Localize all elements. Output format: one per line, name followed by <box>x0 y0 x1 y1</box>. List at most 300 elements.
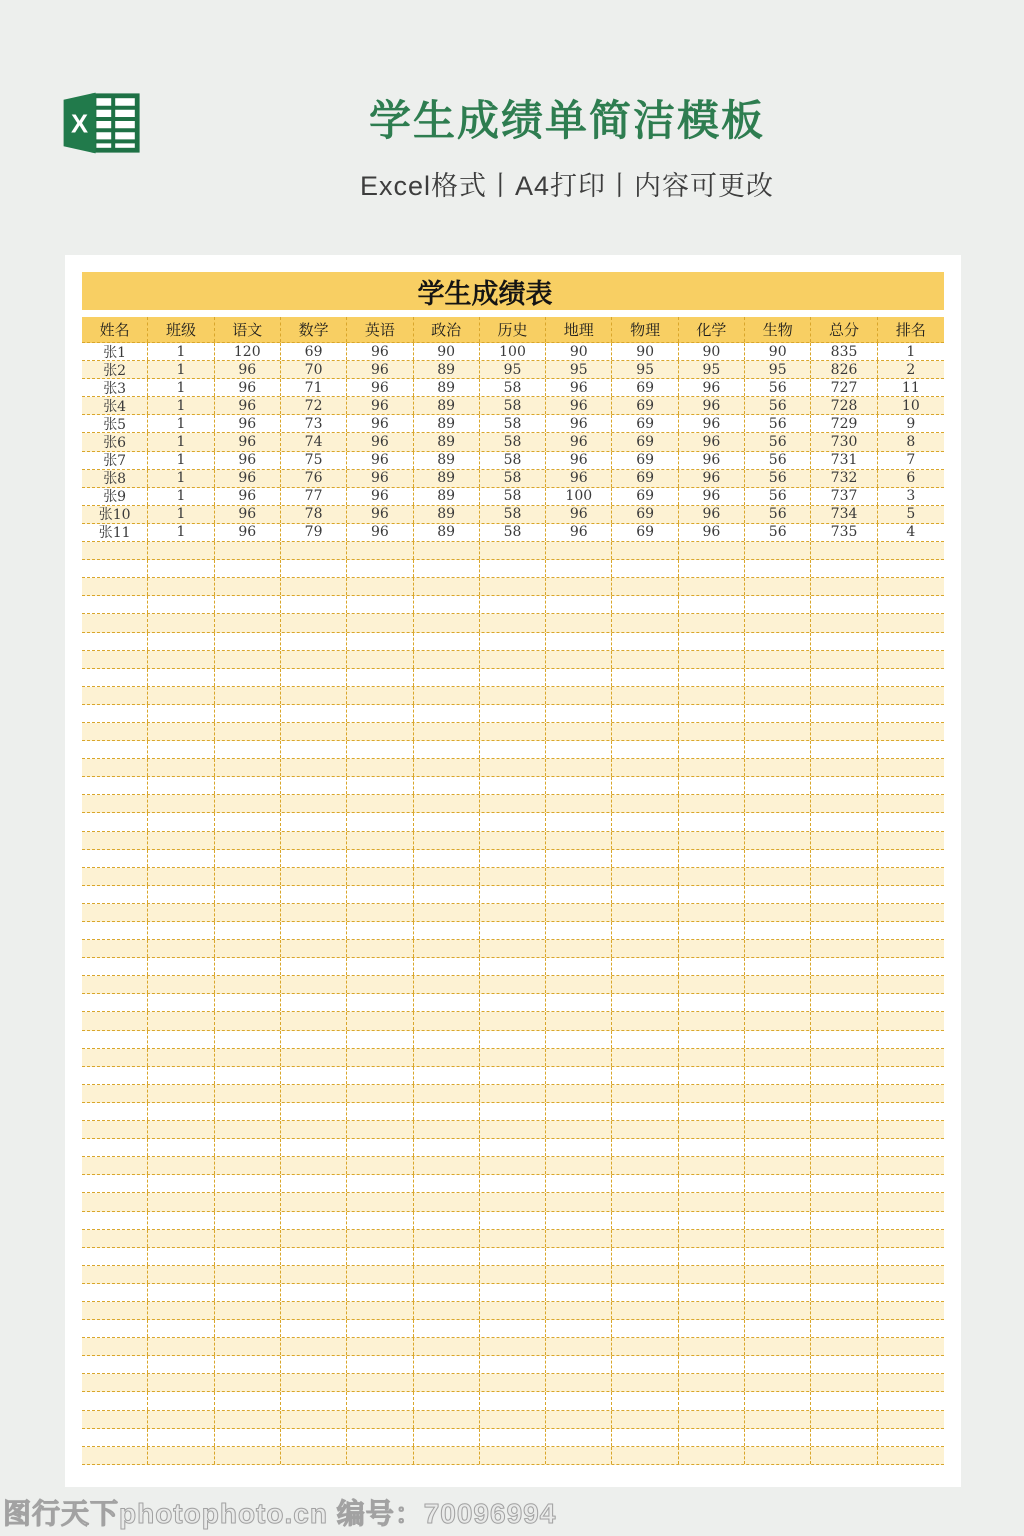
empty-cell <box>878 723 944 740</box>
empty-cell <box>215 1284 281 1301</box>
table-cell: 58 <box>480 433 546 450</box>
empty-cell <box>148 633 214 650</box>
empty-cell <box>347 1230 413 1247</box>
empty-cell <box>612 723 678 740</box>
table-body <box>82 343 944 1465</box>
empty-cell <box>82 1157 148 1174</box>
empty-cell <box>148 669 214 686</box>
empty-cell <box>878 922 944 939</box>
empty-cell <box>546 795 612 812</box>
empty-cell <box>745 1012 811 1029</box>
empty-cell <box>811 1392 877 1409</box>
empty-cell <box>745 1049 811 1066</box>
empty-cell <box>215 560 281 577</box>
empty-cell <box>878 560 944 577</box>
empty-cell <box>612 1320 678 1337</box>
empty-cell <box>215 1085 281 1102</box>
empty-cell <box>878 1356 944 1373</box>
empty-cell <box>745 578 811 595</box>
empty-cell <box>82 1085 148 1102</box>
empty-cell <box>480 1012 546 1029</box>
empty-cell <box>480 868 546 885</box>
empty-cell <box>148 1248 214 1265</box>
empty-cell <box>281 1248 347 1265</box>
empty-cell <box>546 1085 612 1102</box>
empty-cell <box>612 795 678 812</box>
empty-cell <box>679 759 745 776</box>
empty-cell <box>281 922 347 939</box>
empty-row <box>82 578 944 596</box>
empty-cell <box>414 1031 480 1048</box>
empty-cell <box>480 1212 546 1229</box>
empty-cell <box>546 596 612 613</box>
empty-cell <box>480 850 546 867</box>
table-cell: 1 <box>148 488 214 505</box>
empty-cell <box>215 1320 281 1337</box>
empty-cell <box>414 1284 480 1301</box>
empty-cell <box>745 1193 811 1210</box>
empty-cell <box>148 560 214 577</box>
empty-cell <box>811 542 877 559</box>
empty-cell <box>148 1157 214 1174</box>
empty-cell <box>546 1356 612 1373</box>
empty-cell <box>811 1139 877 1156</box>
empty-cell <box>215 705 281 722</box>
empty-cell <box>878 1429 944 1446</box>
table-cell: 737 <box>811 488 877 505</box>
table-cell: 10 <box>901 397 920 414</box>
empty-cell <box>745 1284 811 1301</box>
table-cell: 96 <box>347 361 413 378</box>
empty-cell <box>281 578 347 595</box>
empty-cell <box>82 1338 148 1355</box>
empty-cell <box>148 1012 214 1029</box>
table-cell: 69 <box>612 452 678 469</box>
empty-cell <box>745 1392 811 1409</box>
empty-cell <box>215 1012 281 1029</box>
empty-cell <box>148 1121 214 1138</box>
empty-cell <box>480 1374 546 1391</box>
table-cell: 90 <box>679 343 745 360</box>
empty-cell <box>745 1031 811 1048</box>
empty-cell <box>612 868 678 885</box>
empty-cell <box>679 705 745 722</box>
table-cell: 2 <box>906 361 916 378</box>
table-cell: 96 <box>347 397 413 414</box>
empty-cell <box>215 687 281 704</box>
empty-cell <box>480 1447 546 1464</box>
empty-cell <box>811 614 877 631</box>
empty-cell <box>811 1248 877 1265</box>
empty-cell <box>612 958 678 975</box>
empty-cell <box>82 1248 148 1265</box>
empty-cell <box>679 850 745 867</box>
empty-cell <box>281 596 347 613</box>
empty-cell <box>148 940 214 957</box>
empty-cell <box>480 687 546 704</box>
page-header <box>0 0 1024 255</box>
empty-cell <box>82 1411 148 1428</box>
empty-cell <box>878 596 944 613</box>
empty-cell <box>679 1338 745 1355</box>
empty-cell <box>811 994 877 1011</box>
empty-cell <box>612 1392 678 1409</box>
table-cell: 727 <box>811 379 877 396</box>
empty-cell <box>82 723 148 740</box>
empty-cell <box>347 1103 413 1120</box>
empty-cell <box>347 1266 413 1283</box>
empty-cell <box>745 614 811 631</box>
empty-cell <box>82 1121 148 1138</box>
table-cell: 1 <box>906 343 916 360</box>
empty-cell <box>414 1429 480 1446</box>
empty-cell <box>612 705 678 722</box>
empty-cell <box>347 578 413 595</box>
empty-cell <box>745 542 811 559</box>
empty-cell <box>215 1266 281 1283</box>
empty-cell <box>878 868 944 885</box>
empty-row <box>82 741 944 759</box>
empty-cell <box>612 1139 678 1156</box>
empty-row <box>82 958 944 976</box>
empty-cell <box>811 687 877 704</box>
empty-cell <box>745 1447 811 1464</box>
empty-cell <box>745 1103 811 1120</box>
empty-cell <box>480 777 546 794</box>
empty-cell <box>281 1266 347 1283</box>
table-cell: 90 <box>745 343 811 360</box>
empty-cell <box>215 1212 281 1229</box>
empty-cell <box>414 723 480 740</box>
empty-cell <box>878 669 944 686</box>
empty-cell <box>679 1230 745 1247</box>
column-header: 总分 <box>811 317 877 342</box>
empty-cell <box>612 922 678 939</box>
empty-cell <box>480 1429 546 1446</box>
empty-cell <box>811 1121 877 1138</box>
empty-cell <box>215 1411 281 1428</box>
empty-cell <box>679 922 745 939</box>
empty-cell <box>546 868 612 885</box>
empty-cell <box>878 1012 944 1029</box>
empty-row <box>82 1374 944 1392</box>
empty-cell <box>82 1103 148 1120</box>
empty-cell <box>480 669 546 686</box>
empty-cell <box>480 1392 546 1409</box>
empty-cell <box>414 560 480 577</box>
empty-cell <box>612 886 678 903</box>
empty-cell <box>612 1157 678 1174</box>
table-cell: 5 <box>906 506 916 523</box>
empty-cell <box>811 1067 877 1084</box>
empty-cell <box>281 976 347 993</box>
empty-cell <box>347 1374 413 1391</box>
empty-cell <box>546 832 612 849</box>
empty-cell <box>679 813 745 830</box>
column-header: 化学 <box>679 317 745 342</box>
empty-cell <box>480 1139 546 1156</box>
empty-cell <box>347 1302 413 1319</box>
empty-cell <box>745 1212 811 1229</box>
empty-cell <box>480 1103 546 1120</box>
empty-cell <box>811 560 877 577</box>
empty-row <box>82 850 944 868</box>
empty-cell <box>215 723 281 740</box>
empty-cell <box>82 1320 148 1337</box>
empty-cell <box>281 1374 347 1391</box>
empty-cell <box>480 1031 546 1048</box>
table-cell: 张9 <box>82 488 148 505</box>
empty-cell <box>215 958 281 975</box>
empty-cell <box>878 1067 944 1084</box>
empty-cell <box>82 1067 148 1084</box>
table-cell: 1 <box>148 524 214 541</box>
empty-cell <box>480 1049 546 1066</box>
empty-cell <box>811 669 877 686</box>
empty-cell <box>347 1248 413 1265</box>
empty-cell <box>215 651 281 668</box>
empty-cell <box>679 994 745 1011</box>
empty-cell <box>347 868 413 885</box>
empty-cell <box>679 1356 745 1373</box>
empty-cell <box>215 1067 281 1084</box>
empty-cell <box>546 1031 612 1048</box>
empty-row <box>82 1230 944 1248</box>
empty-cell <box>281 1103 347 1120</box>
empty-cell <box>679 741 745 758</box>
empty-cell <box>82 1139 148 1156</box>
empty-cell <box>215 1175 281 1192</box>
table-cell: 1 <box>148 452 214 469</box>
empty-cell <box>148 1103 214 1120</box>
empty-row <box>82 1193 944 1211</box>
empty-row <box>82 1121 944 1139</box>
empty-cell <box>612 1284 678 1301</box>
table-cell: 96 <box>347 452 413 469</box>
empty-cell <box>347 922 413 939</box>
empty-cell <box>281 1139 347 1156</box>
empty-cell <box>281 850 347 867</box>
empty-cell <box>148 904 214 921</box>
empty-cell <box>215 596 281 613</box>
svg-text:X: X <box>71 110 89 139</box>
empty-cell <box>679 1447 745 1464</box>
table-cell: 69 <box>612 379 678 396</box>
table-cell: 69 <box>612 415 678 432</box>
empty-row <box>82 1429 944 1447</box>
table-row <box>82 379 944 397</box>
table-cell: 72 <box>281 397 347 414</box>
empty-cell <box>148 922 214 939</box>
empty-cell <box>612 904 678 921</box>
empty-cell <box>546 687 612 704</box>
empty-cell <box>414 904 480 921</box>
empty-cell <box>347 614 413 631</box>
empty-cell <box>215 976 281 993</box>
empty-cell <box>878 1302 944 1319</box>
empty-cell <box>82 1374 148 1391</box>
empty-cell <box>878 832 944 849</box>
empty-cell <box>811 1284 877 1301</box>
empty-cell <box>148 868 214 885</box>
empty-row <box>82 904 944 922</box>
empty-row <box>82 1356 944 1374</box>
empty-cell <box>347 850 413 867</box>
empty-cell <box>148 1212 214 1229</box>
table-cell: 95 <box>612 361 678 378</box>
empty-row <box>82 1392 944 1410</box>
empty-cell <box>148 1139 214 1156</box>
table-cell: 1 <box>148 343 214 360</box>
empty-cell <box>612 687 678 704</box>
table-cell: 96 <box>679 397 745 414</box>
empty-cell <box>281 1031 347 1048</box>
empty-cell <box>281 904 347 921</box>
empty-cell <box>215 1031 281 1048</box>
empty-cell <box>82 1284 148 1301</box>
empty-cell <box>414 542 480 559</box>
table-cell: 96 <box>215 397 281 414</box>
empty-cell <box>82 1447 148 1464</box>
empty-cell <box>215 1121 281 1138</box>
empty-cell <box>745 1085 811 1102</box>
empty-cell <box>679 669 745 686</box>
empty-cell <box>546 1266 612 1283</box>
empty-cell <box>612 633 678 650</box>
table-cell: 89 <box>414 379 480 396</box>
empty-cell <box>82 904 148 921</box>
table-cell: 96 <box>679 488 745 505</box>
empty-cell <box>281 813 347 830</box>
empty-cell <box>480 1157 546 1174</box>
table-cell: 96 <box>347 343 413 360</box>
empty-cell <box>679 596 745 613</box>
empty-cell <box>82 1012 148 1029</box>
empty-cell <box>148 1338 214 1355</box>
table-cell: 69 <box>612 488 678 505</box>
empty-cell <box>414 1302 480 1319</box>
empty-cell <box>347 1193 413 1210</box>
empty-cell <box>679 1157 745 1174</box>
empty-cell <box>612 1302 678 1319</box>
empty-cell <box>612 1447 678 1464</box>
empty-row <box>82 868 944 886</box>
empty-cell <box>878 578 944 595</box>
empty-cell <box>281 777 347 794</box>
empty-row <box>82 1284 944 1302</box>
empty-cell <box>347 777 413 794</box>
empty-cell <box>811 868 877 885</box>
empty-cell <box>82 813 148 830</box>
empty-cell <box>612 1121 678 1138</box>
empty-cell <box>82 850 148 867</box>
empty-cell <box>546 1338 612 1355</box>
table-cell: 96 <box>347 524 413 541</box>
empty-row <box>82 596 944 614</box>
empty-cell <box>612 1356 678 1373</box>
empty-cell <box>281 1067 347 1084</box>
empty-cell <box>612 813 678 830</box>
empty-cell <box>745 1175 811 1192</box>
empty-cell <box>347 1320 413 1337</box>
empty-cell <box>811 904 877 921</box>
table-cell: 69 <box>612 506 678 523</box>
empty-cell <box>281 1320 347 1337</box>
empty-cell <box>480 1411 546 1428</box>
empty-cell <box>811 1175 877 1192</box>
empty-cell <box>215 1230 281 1247</box>
empty-cell <box>745 1411 811 1428</box>
table-cell: 96 <box>347 415 413 432</box>
empty-cell <box>745 976 811 993</box>
empty-cell <box>679 1302 745 1319</box>
empty-cell <box>347 651 413 668</box>
empty-cell <box>82 777 148 794</box>
empty-cell <box>878 1230 944 1247</box>
empty-cell <box>745 723 811 740</box>
empty-cell <box>612 1031 678 1048</box>
empty-cell <box>148 1049 214 1066</box>
empty-cell <box>745 633 811 650</box>
empty-cell <box>745 813 811 830</box>
empty-cell <box>215 904 281 921</box>
table-row <box>82 343 944 361</box>
empty-row <box>82 1266 944 1284</box>
empty-cell <box>281 795 347 812</box>
table-cell: 78 <box>281 506 347 523</box>
empty-cell <box>82 1031 148 1048</box>
empty-cell <box>612 651 678 668</box>
empty-cell <box>679 904 745 921</box>
empty-cell <box>414 922 480 939</box>
empty-cell <box>480 904 546 921</box>
column-header: 生物 <box>745 317 811 342</box>
empty-cell <box>347 994 413 1011</box>
empty-cell <box>679 1103 745 1120</box>
empty-cell <box>347 633 413 650</box>
empty-cell <box>745 1139 811 1156</box>
page-title: 学生成绩单简洁模板 <box>368 97 765 144</box>
table-cell: 张4 <box>82 397 148 414</box>
empty-row <box>82 614 944 632</box>
empty-cell <box>148 687 214 704</box>
empty-cell <box>745 596 811 613</box>
empty-cell <box>148 1284 214 1301</box>
empty-cell <box>811 596 877 613</box>
empty-row <box>82 1031 944 1049</box>
empty-cell <box>82 560 148 577</box>
empty-cell <box>612 1411 678 1428</box>
table-cell: 96 <box>679 506 745 523</box>
table-cell: 1 <box>148 397 214 414</box>
empty-cell <box>745 1429 811 1446</box>
empty-row <box>82 1067 944 1085</box>
empty-cell <box>878 994 944 1011</box>
empty-cell <box>878 1248 944 1265</box>
table-cell: 96 <box>546 524 612 541</box>
empty-cell <box>679 1284 745 1301</box>
empty-cell <box>679 687 745 704</box>
table-cell: 56 <box>745 452 811 469</box>
empty-cell <box>347 1175 413 1192</box>
table-cell: 89 <box>414 452 480 469</box>
table-cell: 96 <box>679 524 745 541</box>
empty-cell <box>148 759 214 776</box>
empty-cell <box>878 813 944 830</box>
empty-cell <box>811 886 877 903</box>
table-cell: 96 <box>679 470 745 487</box>
table-cell: 96 <box>546 379 612 396</box>
